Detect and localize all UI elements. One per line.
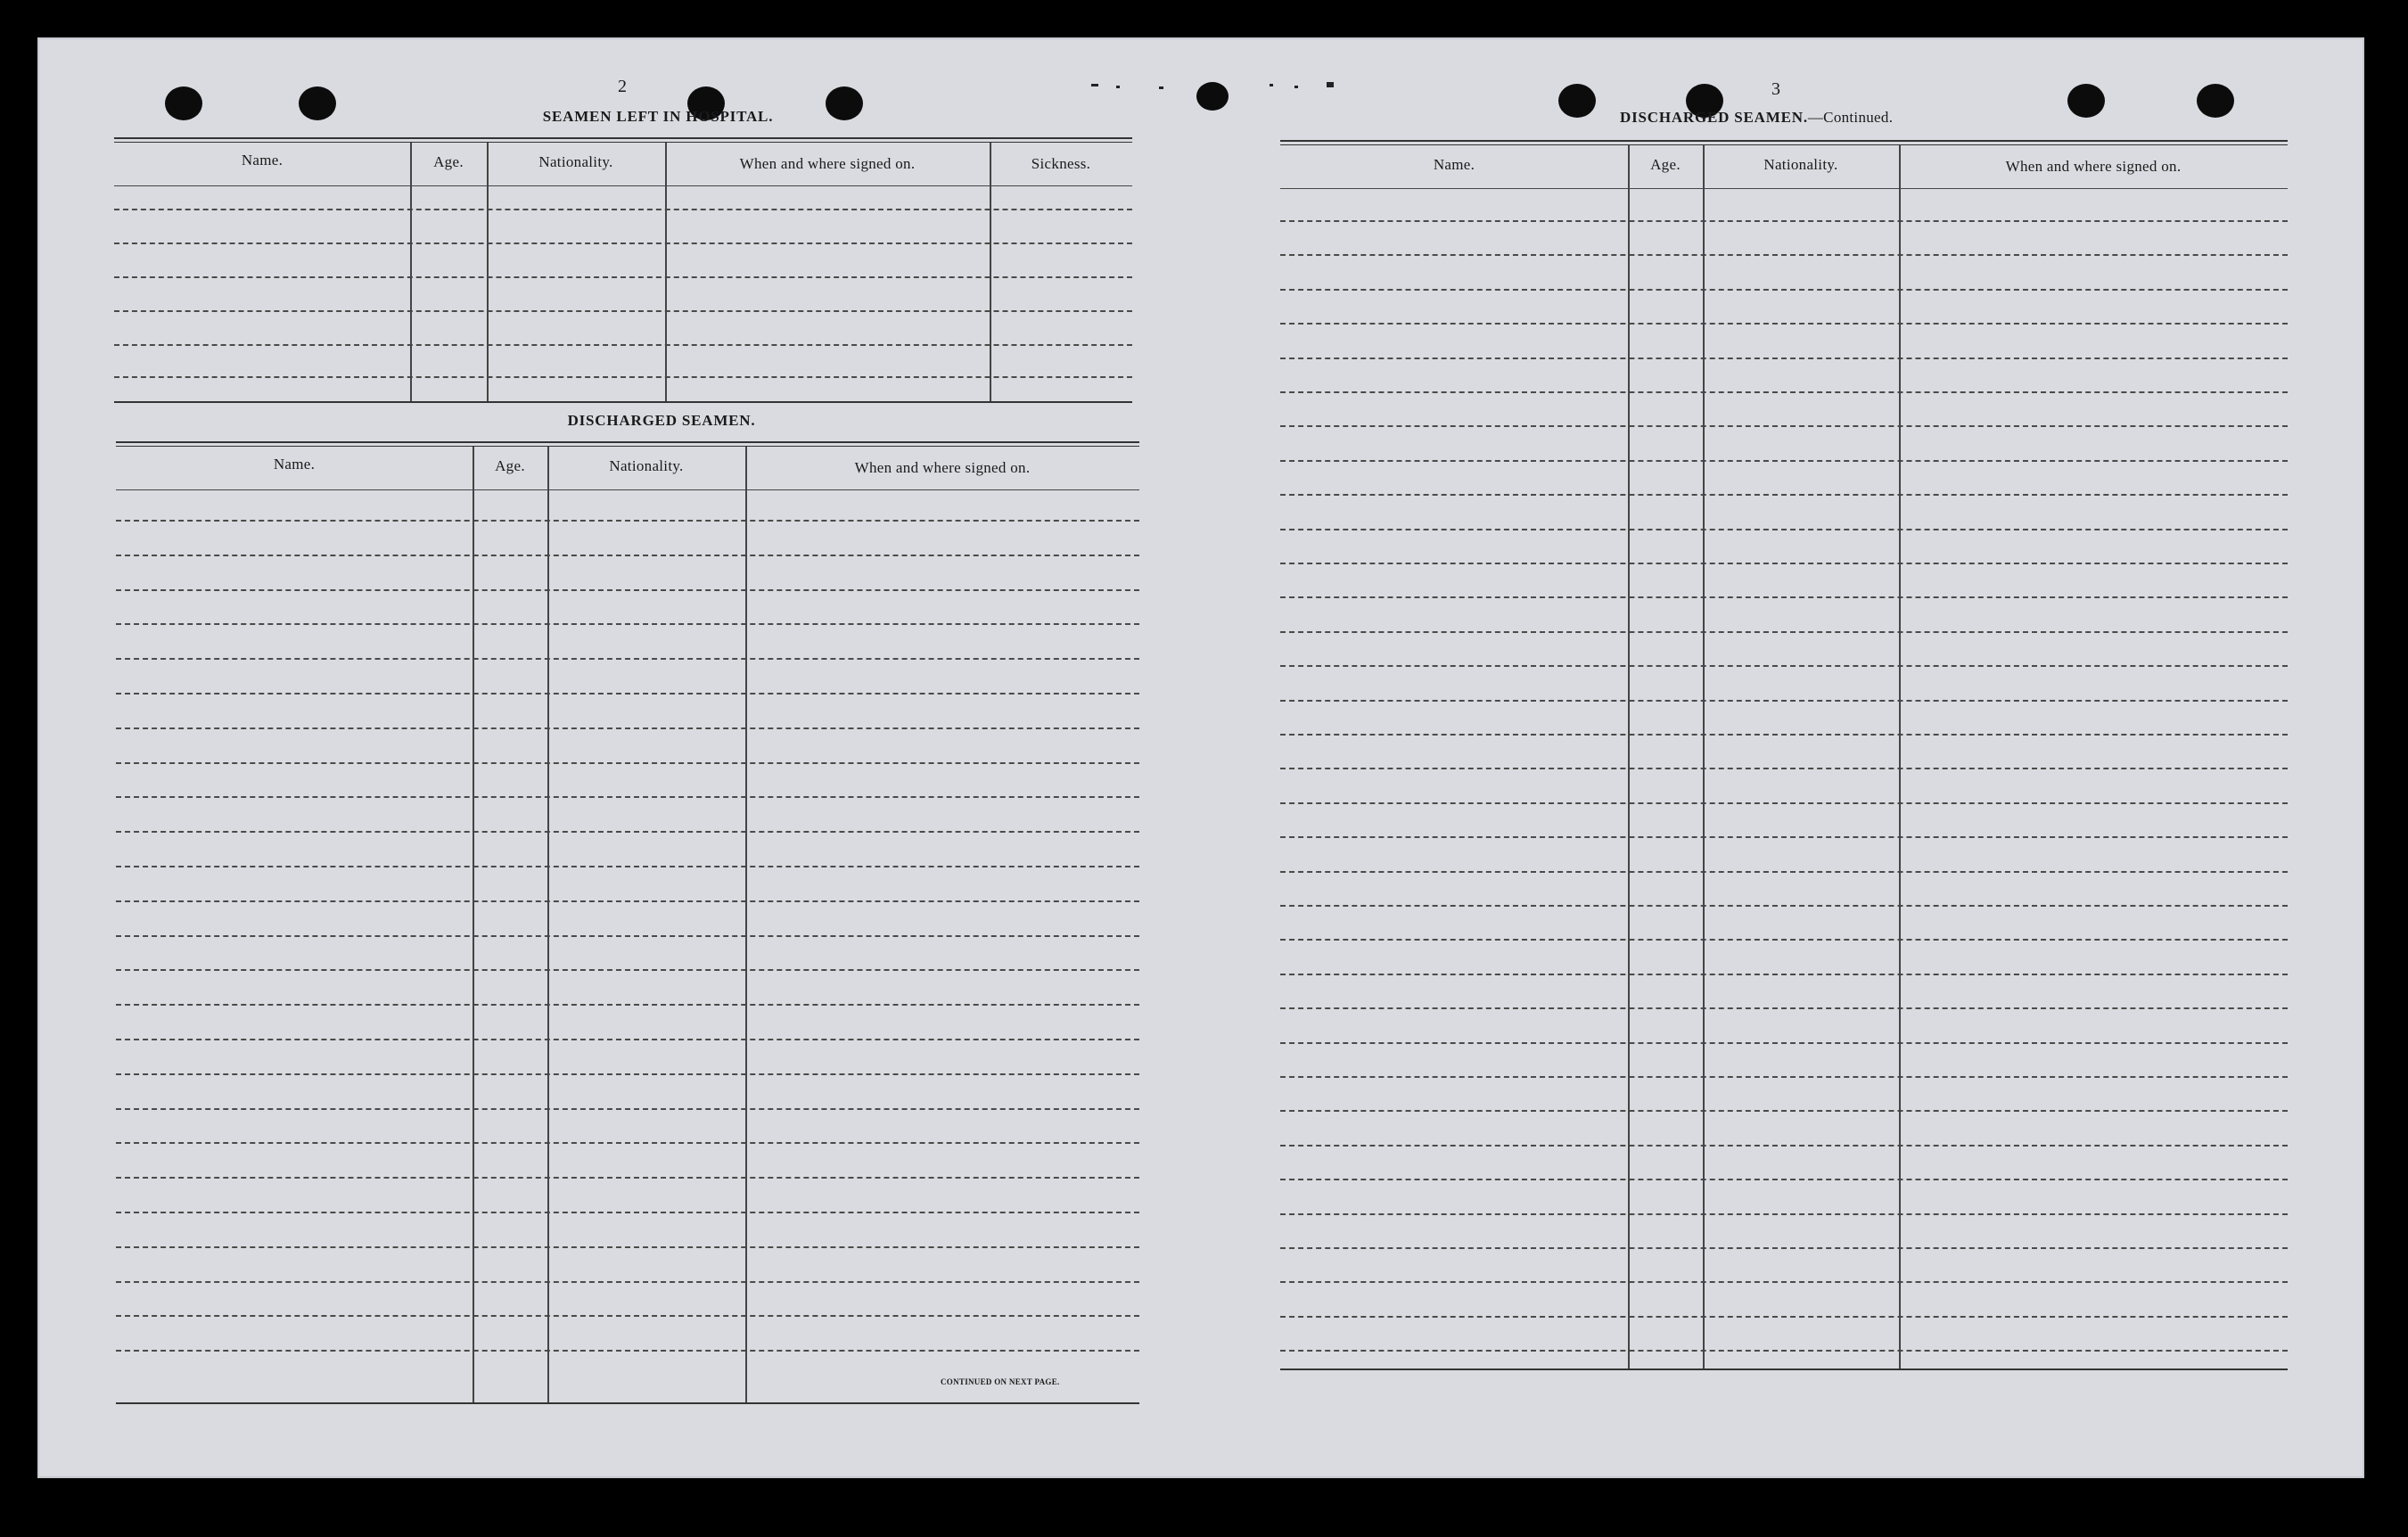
ruled-line — [1280, 1247, 2288, 1249]
ruled-line — [114, 376, 1132, 378]
punch-hole — [165, 86, 202, 120]
ruled-line — [1280, 974, 2288, 975]
ruled-line — [116, 1350, 1139, 1352]
ruled-line — [1280, 768, 2288, 769]
column-header-age: Age. — [495, 457, 525, 474]
ruled-line — [114, 276, 1132, 278]
ruled-line — [1280, 734, 2288, 736]
ruled-line — [1280, 1076, 2288, 1078]
continued-footer: CONTINUED ON NEXT PAGE. — [941, 1377, 1060, 1386]
ruled-line — [116, 658, 1139, 660]
ruled-line — [116, 935, 1139, 937]
column-header-signed-on: When and where signed on. — [854, 459, 1031, 476]
table-bottom-rule — [1280, 1369, 2288, 1370]
discharged-section-title: DISCHARGED SEAMEN. — [567, 412, 756, 429]
ruled-line — [1280, 665, 2288, 667]
ruled-line — [1280, 1350, 2288, 1352]
ruled-line — [116, 693, 1139, 695]
ruled-line — [114, 310, 1132, 312]
column-header-sickness: Sickness. — [1031, 155, 1091, 172]
column-header-nationality: Nationality. — [609, 457, 684, 474]
ruled-line — [116, 1212, 1139, 1213]
ruled-line — [116, 727, 1139, 729]
column-header-nationality: Nationality. — [538, 153, 613, 170]
column-divider — [1703, 145, 1705, 1369]
ruled-line — [1280, 391, 2288, 393]
ruled-line — [1280, 836, 2288, 838]
ruled-line — [116, 866, 1139, 867]
column-divider — [410, 143, 412, 401]
punch-hole — [826, 86, 863, 120]
ruled-line — [116, 1004, 1139, 1006]
ruled-line — [1280, 563, 2288, 564]
ruled-line — [114, 209, 1132, 210]
column-header-name: Name. — [241, 152, 284, 168]
ruled-line — [116, 520, 1139, 522]
ruled-line — [1280, 631, 2288, 633]
ruled-line — [116, 1142, 1139, 1144]
column-header-name: Name. — [273, 456, 316, 473]
table-top-rule — [116, 441, 1139, 447]
ruled-line — [1280, 1179, 2288, 1180]
column-header-name: Name. — [1433, 156, 1475, 173]
ink-speck — [1091, 84, 1098, 86]
table-top-rule — [1280, 140, 2288, 145]
ruled-line — [1280, 700, 2288, 702]
ruled-line — [1280, 220, 2288, 222]
ink-speck — [1294, 86, 1298, 88]
ruled-line — [1280, 1042, 2288, 1044]
discharged-table-left — [116, 441, 1139, 1404]
header-rule — [116, 489, 1139, 490]
ink-speck — [1159, 86, 1163, 89]
ruled-line — [116, 1073, 1139, 1075]
header-rule — [114, 185, 1132, 186]
ruled-line — [1280, 289, 2288, 291]
ruled-line — [1280, 1007, 2288, 1009]
ruled-line — [1280, 1110, 2288, 1112]
ruled-line — [116, 900, 1139, 902]
ruled-line — [116, 1246, 1139, 1248]
column-divider — [1899, 145, 1901, 1369]
discharged-continued-title — [1620, 109, 1893, 127]
column-header-signed-on: When and where signed on. — [739, 155, 916, 172]
ruled-line — [1280, 1281, 2288, 1283]
discharged-table-right — [1280, 140, 2288, 1370]
ruled-line — [116, 831, 1139, 833]
ruled-line — [1280, 905, 2288, 907]
column-divider — [745, 447, 747, 1402]
ruled-line — [1280, 323, 2288, 325]
ruled-line — [116, 796, 1139, 798]
ruled-line — [116, 623, 1139, 625]
column-divider — [487, 143, 489, 401]
column-divider — [990, 143, 991, 401]
punch-hole — [299, 86, 336, 120]
column-divider — [473, 447, 474, 1402]
table-top-rule — [114, 137, 1132, 143]
page-number: 3 — [1771, 79, 1780, 99]
ruled-line — [1280, 1145, 2288, 1147]
column-divider — [547, 447, 549, 1402]
ruled-line — [116, 1315, 1139, 1317]
column-divider — [1628, 145, 1630, 1369]
column-header-nationality: Nationality. — [1763, 156, 1838, 173]
ruled-line — [116, 1177, 1139, 1179]
column-header-age: Age. — [1650, 156, 1681, 173]
ruled-line — [1280, 1316, 2288, 1318]
ruled-line — [1280, 254, 2288, 256]
ruled-line — [1280, 939, 2288, 941]
ruled-line — [114, 242, 1132, 244]
punch-hole — [1558, 84, 1596, 118]
ruled-line — [1280, 358, 2288, 359]
ruled-line — [1280, 1213, 2288, 1215]
ruled-line — [1280, 802, 2288, 804]
ink-speck — [1116, 86, 1120, 88]
punch-hole — [1196, 82, 1229, 111]
ruled-line — [1280, 596, 2288, 598]
column-header-signed-on: When and where signed on. — [2005, 158, 2182, 175]
ruled-line — [116, 589, 1139, 591]
punch-hole — [2067, 84, 2105, 118]
column-header-age: Age. — [433, 153, 464, 170]
title-suffix: —Continued. — [1807, 109, 1894, 126]
hospital-section-title: SEAMEN LEFT IN HOSPITAL. — [542, 108, 774, 125]
page-number: 2 — [618, 77, 627, 96]
ink-speck — [1327, 82, 1334, 87]
ruled-line — [1280, 425, 2288, 427]
ruled-line — [116, 1281, 1139, 1283]
ruled-line — [116, 969, 1139, 971]
table-bottom-rule — [114, 401, 1132, 403]
ruled-line — [116, 1039, 1139, 1040]
ruled-line — [1280, 529, 2288, 530]
ink-speck — [1270, 84, 1273, 86]
header-rule — [1280, 188, 2288, 189]
hospital-table — [114, 137, 1132, 403]
ruled-line — [1280, 460, 2288, 462]
document-sheet — [37, 37, 2364, 1478]
ruled-line — [1280, 871, 2288, 873]
ruled-line — [116, 555, 1139, 556]
ruled-line — [116, 1108, 1139, 1110]
punch-hole — [2197, 84, 2234, 118]
title-text: DISCHARGED SEAMEN. — [1620, 109, 1808, 126]
table-bottom-rule — [116, 1402, 1139, 1404]
column-divider — [665, 143, 667, 401]
ruled-line — [114, 344, 1132, 346]
ruled-line — [116, 762, 1139, 764]
ruled-line — [1280, 494, 2288, 496]
